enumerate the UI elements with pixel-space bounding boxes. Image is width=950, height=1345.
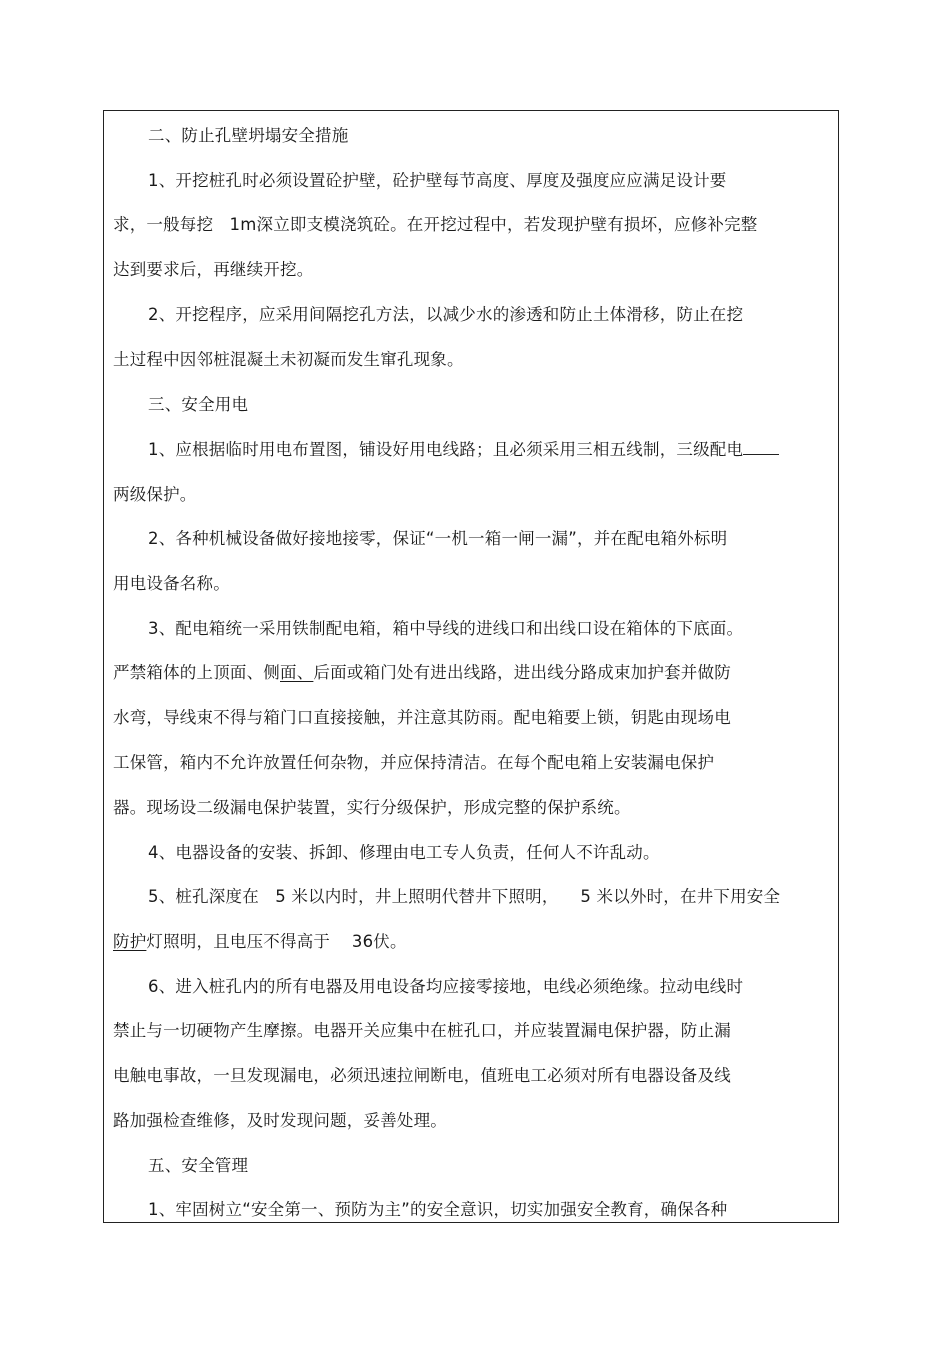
line-text: 后面或箱门处有进出线路，进出线分路成束加护套并做防 bbox=[313, 663, 731, 682]
paragraph-line: 路加强检查维修，及时发现问题，妥善处理。 bbox=[113, 1111, 447, 1130]
paragraph-line bbox=[148, 440, 779, 460]
paragraph-line: 2、各种机械设备做好接地接零，保证“一机一箱一闸一漏”，并在配电箱外标明 bbox=[148, 529, 728, 548]
paragraph-line: 3、配电箱统一采用铁制配电箱，箱中导线的进线口和出线口设在箱体的下底面。 bbox=[148, 619, 744, 638]
underlined-text: 面、 bbox=[280, 663, 314, 682]
paragraph-line: 1、牢固树立“安全第一、预防为主”的安全意识，切实加强安全教育，确保各种 bbox=[148, 1200, 728, 1219]
line-text: 灯照明，且电压不得高于 36伏。 bbox=[146, 932, 407, 951]
underlined-text: 防护 bbox=[113, 932, 147, 951]
paragraph-line: 两级保护。 bbox=[113, 485, 197, 504]
paragraph-line: 电触电事故，一旦发现漏电，必须迅速拉闸断电，值班电工必须对所有电器设备及线 bbox=[113, 1066, 731, 1085]
paragraph-line: 用电设备名称。 bbox=[113, 574, 230, 593]
line-text: 严禁箱体的上顶面、侧 bbox=[113, 663, 280, 682]
paragraph-line: 器。现场设二级漏电保护装置，实行分级保护，形成完整的保护系统。 bbox=[113, 798, 631, 817]
section-heading: 五、安全管理 bbox=[148, 1156, 249, 1175]
paragraph-line: 水弯，导线束不得与箱门口直接接触，并注意其防雨。配电箱要上锁，钥匙由现场电 bbox=[113, 708, 731, 727]
paragraph-line bbox=[113, 663, 731, 683]
paragraph-line: 求，一般每挖 1m深立即支模浇筑砼。在开挖过程中，若发现护壁有损坏，应修补完整 bbox=[113, 215, 758, 234]
paragraph-line: 4、电器设备的安装、拆卸、修理由电工专人负责，任何人不许乱动。 bbox=[148, 843, 660, 862]
section-heading: 三、安全用电 bbox=[148, 395, 249, 414]
paragraph-line: 2、开挖程序，应采用间隔挖孔方法，以减少水的渗透和防止土体滑移，防止在挖 bbox=[148, 305, 744, 324]
paragraph-line: 土过程中因邻桩混凝土未初凝而发生窜孔现象。 bbox=[113, 350, 464, 369]
paragraph-line: 工保管，箱内不允许放置任何杂物，并应保持清洁。在每个配电箱上安装漏电保护 bbox=[113, 753, 715, 772]
paragraph-line: 达到要求后，再继续开挖。 bbox=[113, 260, 314, 279]
section-heading: 二、防止孔壁坍塌安全措施 bbox=[148, 126, 349, 145]
paragraph-line bbox=[113, 932, 407, 952]
line-text: 1、应根据临时用电布置图，铺设好用电线路；且必须采用三相五线制，三级配电 bbox=[148, 440, 744, 459]
paragraph-line: 6、进入桩孔内的所有电器及用电设备均应接零接地，电线必须绝缘。拉动电线时 bbox=[148, 977, 744, 996]
paragraph-line: 5、桩孔深度在 5 米以内时，井上照明代替井下照明， 5 米以外时，在井下用安全 bbox=[148, 887, 781, 906]
underline-blank bbox=[743, 440, 779, 455]
paragraph-line: 1、开挖桩孔时必须设置砼护壁，砼护壁每节高度、厚度及强度应应满足设计要 bbox=[148, 171, 727, 190]
paragraph-line: 禁止与一切硬物产生摩擦。电器开关应集中在桩孔口，并应装置漏电保护器，防止漏 bbox=[113, 1021, 731, 1040]
